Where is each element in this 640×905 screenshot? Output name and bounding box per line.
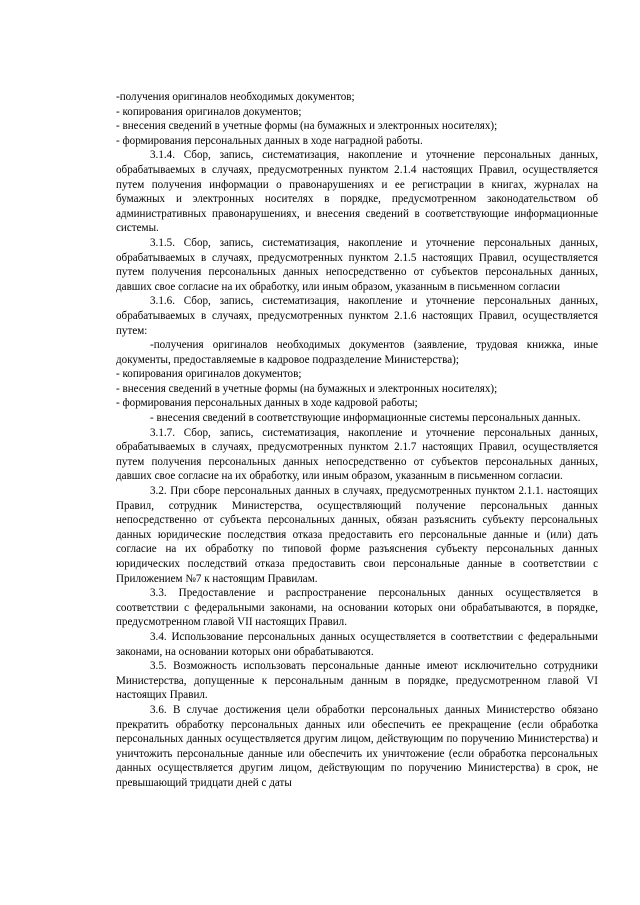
paragraph-3-5: 3.5. Возможность использовать персональные данные имеют исключительно сотрудники Министерства, допущенные к персональным данным в порядке, предусмотренном главой VI настоящих Правил. [116,660,598,702]
paragraph-3-4: 3.4. Использование персональных данных осуществляется в соответствии с федеральными законами, на основании которых они обрабатываются. [116,630,598,658]
list-item: - внесения сведений в учетные формы (на бумажных и электронных носителях); [116,120,498,133]
list-item: - внесения сведений в соответствующие информационные системы персональных данных. [150,412,581,425]
paragraph-3-1-6: 3.1.6. Сбор, запись, систематизация, накопление и уточнение персональных данных, обрабатываемых в случаях, предусмотренных пунктом 2.1.6 настоящих Правил, осуществляется путем: [116,295,598,337]
document-body [116,90,598,791]
list-item: -получения оригиналов необходимых документов (заявление, трудовая книжка, иные документы, предоставляемые в кадровое подразделение Министерства); [116,339,598,366]
list-item: - копирования оригиналов документов; [116,105,302,118]
paragraph-3-1-7: 3.1.7. Сбор, запись, систематизация, накопление и уточнение персональных данных, обрабатываемых в случаях, предусмотренных пунктом 2.1.7 настоящих Правил, осуществляется путем получения персональных данных непосредственно от субъектов персональных данных, давших свое согласие на их обработку, или иным образом, указанным в письменном согласии. [116,426,598,483]
list-item: - формирования персональных данных в ходе кадровой работы; [116,397,418,410]
list-item: - копирования оригиналов документов; [116,368,302,381]
paragraph-3-1-4: 3.1.4. Сбор, запись, систематизация, накопление и уточнение персональных данных, обрабатываемых в случаях, предусмотренных пунктом 2.1.4 настоящих Правил, осуществляется путем получения информации о правонарушениях и ее регистрации в книгах, журналах на бумажных и электронных носителях в порядке, предусмотренном законодательством об административных правонарушениях, и внесения сведений в соответствующие информационные системы. [116,149,598,235]
list-item: -получения оригиналов необходимых документов; [116,91,355,103]
paragraph-3-1-5: 3.1.5. Сбор, запись, систематизация, накопление и уточнение персональных данных, обрабатываемых в случаях, предусмотренных пунктом 2.1.5 настоящих Правил, осуществляется путем получения персональных данных непосредственно от субъектов персональных данных, давших свое согласие на их обработку, или иным образом, указанным в письменном согласии [116,236,598,293]
paragraph-3-3: 3.3. Предоставление и распространение персональных данных осуществляется в соответствии с федеральными законами, на основании которых они обрабатываются, в порядке, предусмотренном главой VII настоящих Правил. [116,587,598,629]
paragraph-3-6: 3.6. В случае достижения цели обработки персональных данных Министерство обязано прекратить обработку персональных данных или обеспечить ее прекращение (если обработка персональных данных осуществляется другим лицом, действующим по поручению Министерства) и уничтожить персональные данные или обеспечить их уничтожение (если обработка персональных данных осуществляется другим лицом, действующим по поручению Министерства) в срок, не превышающий тридцати дней с даты [116,703,598,789]
paragraph-3-2: 3.2. При сборе персональных данных в случаях, предусмотренных пунктом 2.1.1. настоящих Правил, сотрудник Министерства, осуществляющий получение персональных данных непосредственно от субъекта персональных данных, обязан разъяснить субъекту персональных данных юридические последствия отказа предоставить его персональные данные и (или) дать согласие на их обработку по типовой форме разъяснения субъекту персональных данных юридических последствий отказа предоставить свои персональные данные в соответствии с Приложением №7 к настоящим Правилам. [116,485,598,585]
list-item: - формирования персональных данных в ходе наградной работы. [116,134,423,147]
list-item: - внесения сведений в учетные формы (на бумажных и электронных носителях); [116,382,498,395]
